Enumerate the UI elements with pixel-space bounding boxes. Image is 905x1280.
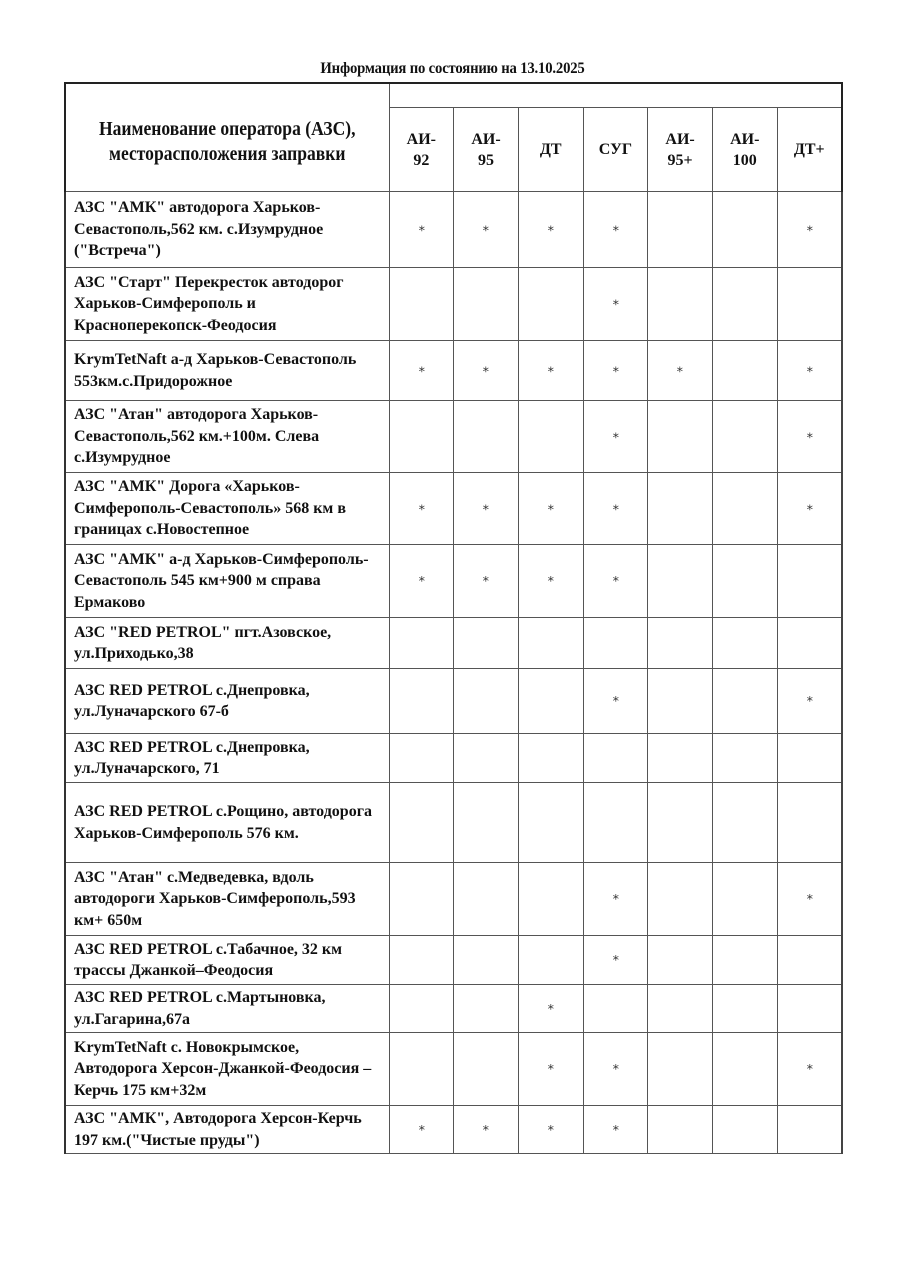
availability-cell-sug: [583, 783, 648, 863]
column-header-sug: [583, 108, 648, 192]
availability-mark: *: [547, 1061, 554, 1077]
table-row: [65, 985, 842, 1033]
column-header-ai92: [389, 108, 454, 192]
availability-cell-ai100: [712, 473, 777, 545]
station-name: АЗС RED PETROL с.Рощино, автодорога Харьков-Симферополь 576 км.: [74, 803, 372, 842]
availability-cell-ai95plus: [648, 734, 713, 783]
availability-cell-dt: [518, 985, 583, 1033]
station-name: АЗС RED PETROL с.Мартыновка, ул.Гагарина,67а: [74, 989, 326, 1028]
station-name-cell: [65, 341, 389, 401]
availability-mark: *: [482, 362, 490, 379]
station-name: АЗС "Атан" с.Медведевка, вдоль автодороги Харьков-Симферополь,593 км+ 650м: [74, 868, 356, 929]
availability-mark: *: [418, 221, 425, 238]
availability-cell-dtplus: [777, 1033, 842, 1106]
availability-cell-dt: [518, 268, 583, 341]
availability-cell-ai92: [389, 783, 454, 863]
availability-cell-ai100: [712, 545, 777, 618]
availability-cell-ai92: [389, 863, 454, 936]
availability-mark: *: [418, 500, 425, 517]
availability-cell-ai95plus: [648, 473, 713, 545]
availability-cell-dtplus: [777, 936, 842, 985]
station-name: АЗС "Атан" автодорога Харьков-Севастополь,562 км.+100м. Слева с.Изумрудное: [74, 406, 320, 467]
availability-mark: *: [418, 1121, 425, 1138]
availability-cell-dt: [518, 936, 583, 985]
column-header-label: АИ-95: [471, 130, 501, 169]
table-row: [65, 936, 842, 985]
availability-cell-ai92: [389, 669, 454, 734]
station-name-cell: [65, 863, 389, 936]
availability-mark: *: [806, 362, 813, 379]
station-name-cell: [65, 734, 389, 783]
availability-cell-sug: [583, 1106, 648, 1154]
availability-mark: *: [418, 573, 425, 589]
availability-cell-dt: [518, 863, 583, 936]
table-row: [65, 341, 842, 401]
station-name-cell: [65, 545, 389, 618]
availability-cell-ai100: [712, 401, 777, 473]
availability-cell-ai95: [454, 192, 519, 268]
availability-cell-sug: [583, 669, 648, 734]
station-name-cell: [65, 985, 389, 1033]
availability-mark: *: [676, 362, 684, 379]
availability-mark: *: [806, 428, 813, 445]
availability-cell-ai95: [454, 985, 519, 1033]
availability-cell-ai92: [389, 618, 454, 669]
availability-cell-dtplus: [777, 473, 842, 545]
availability-cell-sug: [583, 618, 648, 669]
station-name-cell: [65, 473, 389, 545]
availability-cell-ai95plus: [648, 1106, 713, 1154]
availability-cell-ai100: [712, 863, 777, 936]
station-name: АЗС RED PETROL с.Табачное, 32 км трассы Джанкой–Феодосия: [74, 940, 343, 979]
availability-cell-dt: [518, 401, 583, 473]
availability-cell-sug: [583, 1033, 648, 1106]
station-name: АЗС "АМК" а-д Харьков-Симферополь-Севастополь 545 км+900 м справа Ермаково: [74, 550, 369, 611]
availability-cell-ai92: [389, 341, 454, 401]
availability-cell-ai95plus: [648, 192, 713, 268]
station-name-cell: [65, 268, 389, 341]
availability-cell-dt: [518, 783, 583, 863]
availability-mark: *: [612, 362, 619, 379]
table-row: [65, 863, 842, 936]
availability-cell-ai100: [712, 1033, 777, 1106]
availability-cell-ai100: [712, 783, 777, 863]
availability-cell-ai100: [712, 192, 777, 268]
availability-cell-ai95plus: [648, 341, 713, 401]
availability-cell-ai95plus: [648, 401, 713, 473]
availability-cell-ai95: [454, 936, 519, 985]
availability-cell-sug: [583, 936, 648, 985]
availability-mark: *: [612, 693, 619, 709]
availability-cell-dtplus: [777, 341, 842, 401]
availability-cell-ai92: [389, 936, 454, 985]
availability-cell-dt: [518, 669, 583, 734]
column-header-ai100: [712, 108, 777, 192]
fuel-group-header: [389, 83, 842, 108]
station-name-cell: [65, 936, 389, 985]
availability-cell-ai95: [454, 1106, 519, 1154]
availability-cell-sug: [583, 192, 648, 268]
document-title: Информация по состоянию на 13.10.2025: [320, 60, 585, 77]
availability-cell-ai100: [712, 1106, 777, 1154]
table-row: [65, 1033, 842, 1106]
availability-cell-dtplus: [777, 863, 842, 936]
availability-cell-dtplus: [777, 783, 842, 863]
availability-cell-ai95: [454, 618, 519, 669]
station-name-cell: [65, 783, 389, 863]
table-row: [65, 1106, 842, 1154]
availability-cell-ai95plus: [648, 783, 713, 863]
availability-cell-ai95: [454, 1033, 519, 1106]
availability-mark: *: [547, 1121, 554, 1138]
station-name-header-text: Наименование оператора (АЗС), месторасположения заправки: [99, 118, 356, 165]
table-header: [65, 83, 842, 192]
availability-mark: *: [612, 221, 619, 238]
availability-cell-ai95plus: [648, 1033, 713, 1106]
availability-mark: *: [612, 428, 619, 445]
table-row: [65, 268, 842, 341]
station-name-cell: [65, 1106, 389, 1154]
station-name-header: [65, 83, 389, 192]
availability-mark: *: [482, 1121, 490, 1138]
availability-cell-ai95: [454, 863, 519, 936]
availability-cell-ai95: [454, 669, 519, 734]
table-row: [65, 192, 842, 268]
availability-cell-ai92: [389, 734, 454, 783]
availability-cell-ai100: [712, 341, 777, 401]
availability-mark: *: [806, 221, 813, 238]
table-row: [65, 618, 842, 669]
availability-cell-dt: [518, 618, 583, 669]
availability-cell-dtplus: [777, 669, 842, 734]
availability-cell-sug: [583, 545, 648, 618]
availability-mark: *: [806, 693, 813, 709]
availability-cell-ai92: [389, 985, 454, 1033]
availability-cell-dtplus: [777, 192, 842, 268]
availability-cell-ai95plus: [648, 985, 713, 1033]
availability-mark: *: [482, 573, 490, 589]
availability-cell-ai95: [454, 341, 519, 401]
availability-mark: *: [547, 362, 554, 379]
table-row: [65, 545, 842, 618]
station-name-cell: [65, 669, 389, 734]
availability-cell-ai100: [712, 618, 777, 669]
availability-cell-ai95plus: [648, 669, 713, 734]
column-header-label: СУГ: [598, 141, 633, 158]
availability-mark: *: [547, 500, 554, 517]
station-name-cell: [65, 1033, 389, 1106]
availability-cell-ai92: [389, 1106, 454, 1154]
availability-cell-ai92: [389, 473, 454, 545]
availability-mark: *: [612, 1061, 619, 1077]
availability-cell-dt: [518, 341, 583, 401]
availability-cell-dtplus: [777, 401, 842, 473]
availability-cell-sug: [583, 341, 648, 401]
availability-cell-dt: [518, 473, 583, 545]
availability-cell-ai95: [454, 545, 519, 618]
station-name-cell: [65, 401, 389, 473]
availability-mark: *: [806, 500, 813, 517]
availability-cell-dt: [518, 545, 583, 618]
availability-cell-dtplus: [777, 268, 842, 341]
station-name: АЗС "АМК" автодорога Харьков-Севастополь,562 км. с.Изумрудное ("Встреча"): [74, 199, 324, 260]
station-name: KrymTetNaft с. Новокрымское, Автодорога Херсон-Джанкой-Феодосия –Керчь 175 км+32м: [74, 1038, 372, 1099]
availability-cell-ai100: [712, 936, 777, 985]
availability-cell-ai92: [389, 268, 454, 341]
availability-cell-ai95: [454, 783, 519, 863]
column-header-dt: [518, 108, 583, 192]
availability-cell-ai92: [389, 545, 454, 618]
availability-cell-dtplus: [777, 545, 842, 618]
availability-cell-ai100: [712, 985, 777, 1033]
column-header-dtplus: [777, 108, 842, 192]
availability-cell-ai95plus: [648, 936, 713, 985]
availability-mark: *: [482, 221, 490, 238]
table-row: [65, 734, 842, 783]
station-name: АЗС "АМК" Дорога «Харьков-Симферополь-Севастополь» 568 км в границах с.Новостепное: [74, 478, 346, 539]
availability-cell-dtplus: [777, 618, 842, 669]
availability-mark: *: [612, 500, 619, 517]
availability-cell-dt: [518, 192, 583, 268]
column-header-label: ДТ+: [793, 141, 825, 158]
column-header-ai95: [454, 108, 519, 192]
header-row-top: [65, 83, 842, 108]
availability-cell-ai100: [712, 268, 777, 341]
availability-mark: *: [806, 1061, 813, 1077]
availability-cell-sug: [583, 734, 648, 783]
column-header-ai95plus: [648, 108, 713, 192]
availability-cell-ai95plus: [648, 268, 713, 341]
availability-cell-ai95: [454, 734, 519, 783]
availability-mark: *: [547, 1000, 554, 1017]
availability-mark: *: [612, 573, 619, 589]
station-name: АЗС "АМК", Автодорога Херсон-Керчь 197 км.("Чистые пруды"): [74, 1110, 362, 1149]
availability-mark: *: [612, 1121, 619, 1138]
table-row: [65, 783, 842, 863]
availability-cell-ai95: [454, 401, 519, 473]
station-name: АЗС "Старт" Перекресток автодорог Харьков-Симферополь и Красноперекопск-Феодосия: [74, 273, 344, 334]
table-row: [65, 401, 842, 473]
availability-mark: *: [612, 891, 619, 907]
column-header-label: АИ-92: [406, 130, 436, 169]
column-header-label: АИ-100: [730, 130, 760, 169]
availability-cell-sug: [583, 268, 648, 341]
availability-mark: *: [482, 500, 490, 517]
station-name: АЗС "RED PETROL" пгт.Азовское, ул.Приходько,38: [74, 623, 332, 662]
availability-mark: *: [806, 891, 813, 907]
availability-cell-ai95plus: [648, 863, 713, 936]
table-row: [65, 473, 842, 545]
availability-mark: *: [547, 221, 554, 238]
availability-mark: *: [418, 362, 425, 379]
availability-cell-sug: [583, 401, 648, 473]
availability-cell-ai92: [389, 401, 454, 473]
availability-cell-dt: [518, 1033, 583, 1106]
availability-cell-dtplus: [777, 734, 842, 783]
availability-mark: *: [612, 296, 619, 312]
availability-cell-ai95: [454, 473, 519, 545]
availability-cell-ai95plus: [648, 545, 713, 618]
availability-cell-ai92: [389, 192, 454, 268]
availability-cell-dt: [518, 1106, 583, 1154]
availability-cell-dt: [518, 734, 583, 783]
station-name-cell: [65, 192, 389, 268]
availability-mark: *: [547, 573, 554, 589]
availability-cell-sug: [583, 863, 648, 936]
availability-cell-sug: [583, 473, 648, 545]
availability-cell-ai95: [454, 268, 519, 341]
table-row: [65, 669, 842, 734]
column-header-label: ДТ: [539, 141, 562, 158]
column-header-label: АИ-95+: [665, 130, 695, 169]
fuel-availability-table: [64, 82, 843, 1154]
availability-cell-ai100: [712, 669, 777, 734]
station-name: KrymTetNaft а-д Харьков-Севастополь 553км.с.Придорожное: [74, 351, 357, 390]
availability-mark: *: [612, 952, 619, 968]
availability-cell-ai92: [389, 1033, 454, 1106]
availability-cell-dtplus: [777, 1106, 842, 1154]
availability-cell-sug: [583, 985, 648, 1033]
station-name: АЗС RED PETROL с.Днепровка, ул.Луначарского, 71: [74, 738, 310, 777]
station-name: АЗС RED PETROL с.Днепровка, ул.Луначарского 67-б: [74, 681, 310, 720]
availability-cell-ai100: [712, 734, 777, 783]
station-name-cell: [65, 618, 389, 669]
availability-cell-dtplus: [777, 985, 842, 1033]
availability-cell-ai95plus: [648, 618, 713, 669]
table-body: [65, 192, 842, 1154]
